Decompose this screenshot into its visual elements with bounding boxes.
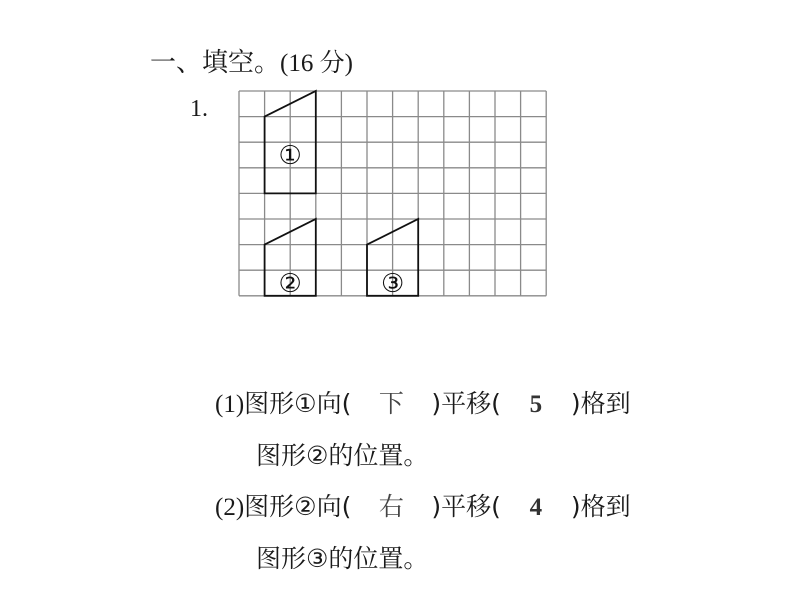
item-2-text-a: 图形②向( [244, 492, 352, 521]
item-2-text-b: )平移( [431, 492, 501, 521]
shape-1-label: ① [278, 140, 302, 171]
item-1-prefix: (1) [215, 391, 245, 418]
item-2-text-c: )格到 [570, 492, 631, 521]
item-2-prefix: (2) [215, 494, 245, 521]
section-title-text: 一、填空。 [150, 48, 281, 78]
item-1-text-c: )格到 [570, 389, 631, 418]
item-1-line-2: 图形②的位置。 [256, 441, 429, 470]
item-2-answer-number: 4 [529, 494, 543, 521]
shape-2-label: ② [278, 268, 302, 299]
item-2-answer-direction: 右 [378, 492, 404, 521]
question-number: 1. [190, 96, 208, 122]
item-1-text-a: 图形①向( [244, 389, 352, 418]
item-1-text-b: )平移( [431, 389, 501, 418]
item-1-line-1 [215, 384, 631, 420]
item-1-answer-number: 5 [529, 391, 543, 418]
item-2-line-2: 图形③的位置。 [256, 544, 429, 573]
section-score: (16 分) [280, 50, 353, 77]
item-2-line-1 [215, 487, 631, 523]
shape-3-label: ③ [380, 268, 405, 299]
item-1-answer-direction: 下 [378, 389, 404, 418]
